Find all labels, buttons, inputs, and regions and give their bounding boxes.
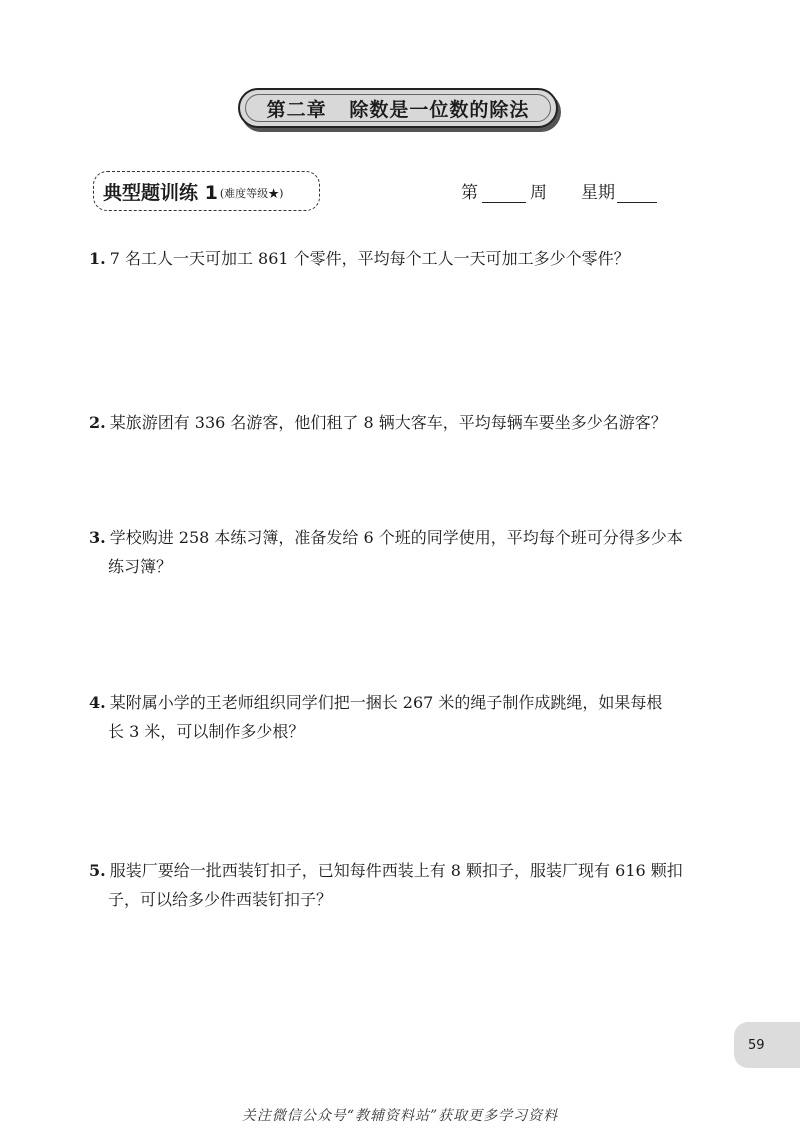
training-title: 典型题训练 1 <box>103 181 218 204</box>
question-text-continued: 长 3 米，可以制作多少根？ <box>108 722 305 741</box>
question-text: 学校购进 258 本练习簿，准备发给 6 个班的同学使用，平均每个班可分得多少本 <box>109 528 683 547</box>
page-number-tab <box>734 1022 800 1068</box>
chapter-banner <box>238 88 558 128</box>
question-3 <box>89 523 721 581</box>
question-text-continued: 练习簿？ <box>108 557 173 576</box>
footer-watermark: 关注微信公众号“教辅资料站”获取更多学习资料 <box>241 1108 559 1124</box>
question-1 <box>89 244 721 273</box>
question-number: 1. <box>89 249 106 268</box>
question-number: 5. <box>89 861 106 880</box>
question-text: 某附属小学的王老师组织同学们把一捆长 267 米的绳子制作成跳绳，如果每根 <box>109 693 663 712</box>
question-4 <box>89 688 721 746</box>
question-text: 某旅游团有 336 名游客，他们租了 8 辆大客车，平均每辆车要坐多少名游客？ <box>109 413 667 432</box>
question-2 <box>89 408 721 437</box>
question-number: 3. <box>89 528 106 547</box>
question-5 <box>89 856 721 914</box>
difficulty-level: (难度等级★) <box>219 187 284 200</box>
week-label: 周 <box>530 183 547 203</box>
question-text: 服装厂要给一批西装钉扣子，已知每件西装上有 8 颗扣子，服装厂现有 616 颗扣 <box>109 861 683 880</box>
week-blank[interactable] <box>482 184 526 203</box>
week-prefix: 第 <box>461 183 478 203</box>
chapter-title: 第二章 除数是一位数的除法 <box>266 98 530 121</box>
question-number: 2. <box>89 413 106 432</box>
training-section-label <box>93 171 320 211</box>
question-text-continued: 子，可以给多少件西装钉扣子？ <box>108 890 333 909</box>
day-label: 星期 <box>581 183 615 203</box>
day-blank[interactable] <box>617 184 657 203</box>
question-text: 7 名工人一天可加工 861 个零件，平均每个工人一天可加工多少个零件？ <box>109 249 630 268</box>
page-number: 59 <box>748 1037 765 1053</box>
question-number: 4. <box>89 693 106 712</box>
week-day-line <box>461 178 657 203</box>
